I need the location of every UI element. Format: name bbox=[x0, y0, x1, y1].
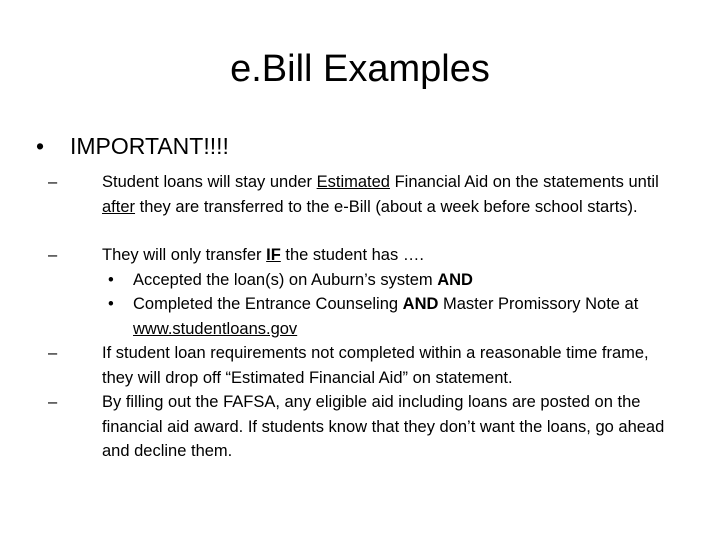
bold-and: AND bbox=[437, 271, 473, 289]
main-bullet bbox=[36, 130, 686, 162]
text-segment: Student loans will stay under bbox=[102, 173, 317, 191]
list-item-text bbox=[48, 243, 684, 268]
list-item-estimated-aid bbox=[48, 170, 684, 219]
slide-title: e.Bill Examples bbox=[230, 48, 490, 90]
text-segment: the student has …. bbox=[280, 246, 424, 264]
dash-marker: – bbox=[48, 173, 58, 191]
dash-marker: – bbox=[48, 393, 58, 411]
list-item-text bbox=[48, 170, 684, 219]
text-segment: they are transferred to the e-Bill (about a week before school starts). bbox=[135, 197, 638, 216]
sub-item-text bbox=[108, 268, 678, 293]
list-item-requirements bbox=[48, 341, 684, 390]
dash-marker: – bbox=[48, 344, 58, 362]
bullet-marker: • bbox=[108, 271, 114, 289]
underlined-estimated: Estimated bbox=[316, 173, 390, 191]
sub-item-text bbox=[108, 292, 678, 341]
studentloans-link[interactable]: www.studentloans.gov bbox=[133, 319, 298, 338]
text-segment: Financial Aid on the statements until bbox=[390, 173, 659, 191]
text-segment: Completed the Entrance Counseling bbox=[133, 295, 403, 313]
list-item-fafsa bbox=[48, 390, 684, 464]
sub-item-accepted-loan bbox=[108, 268, 678, 293]
text-segment: Master Promissory Note at bbox=[438, 295, 639, 313]
text-segment: Accepted the loan(s) on Auburn’s system bbox=[133, 271, 438, 289]
list-item-text: By filling out the FAFSA, any eligible aid including loans are posted on the financial aid award. If students know that they don’t want the loans, go ahead and decline them. bbox=[102, 393, 665, 460]
underlined-if: IF bbox=[266, 246, 281, 264]
text-segment: They will only transfer bbox=[102, 246, 267, 264]
list-item-text: If student loan requirements not completed within a reasonable time frame, they will drop off “Estimated Financial Aid” on statement. bbox=[102, 344, 649, 387]
dash-marker: – bbox=[48, 246, 58, 264]
bullet-marker: • bbox=[108, 295, 114, 313]
bullet-marker: • bbox=[36, 133, 45, 159]
bold-and: AND bbox=[402, 295, 439, 313]
sub-item-entrance-counseling bbox=[108, 292, 678, 341]
main-bullet-text: IMPORTANT!!!! bbox=[70, 133, 229, 159]
list-item-transfer-conditions bbox=[48, 243, 684, 268]
underlined-after: after bbox=[102, 197, 136, 216]
